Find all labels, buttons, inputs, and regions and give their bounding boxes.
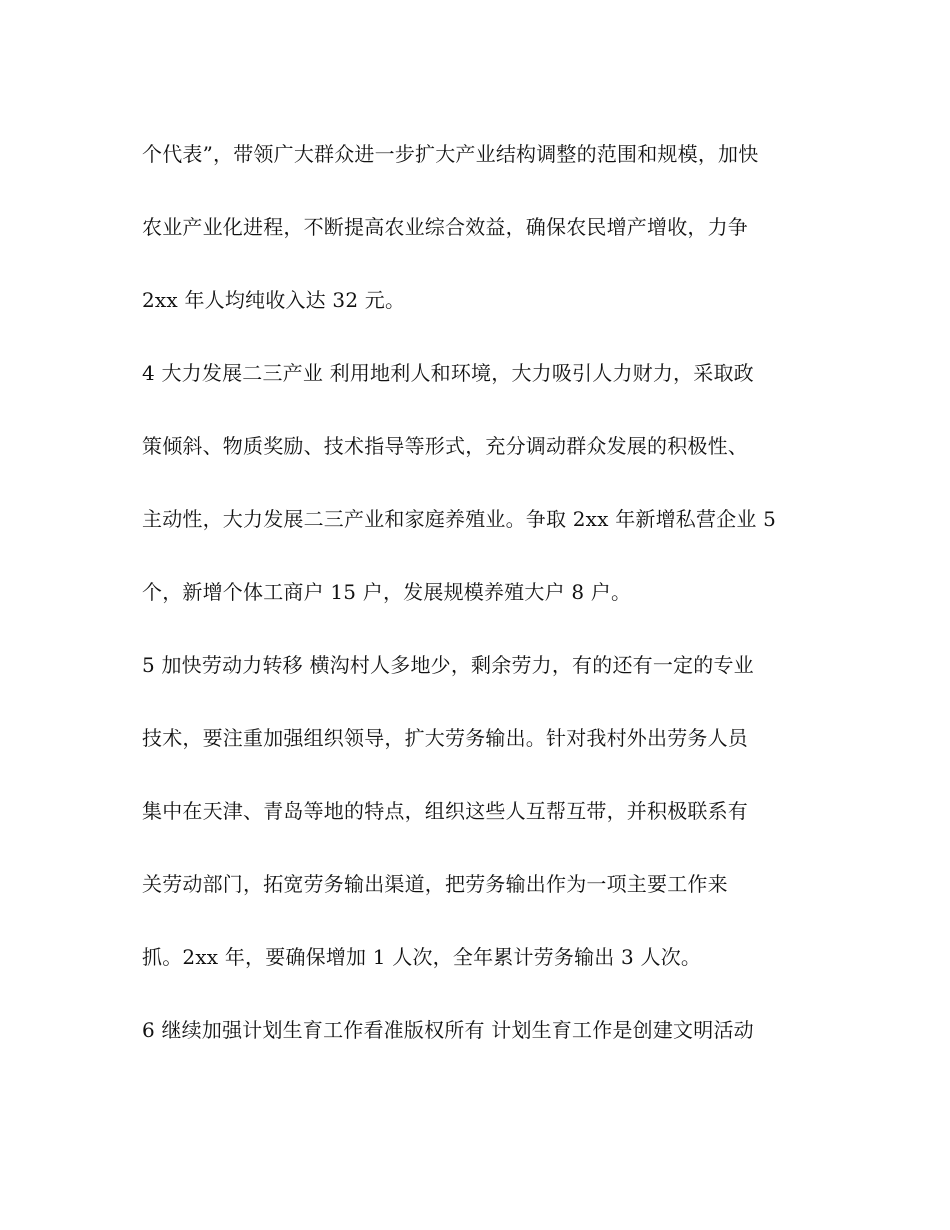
text-line-12: 抓。2xx 年，要确保增加 1 人次，全年累计劳务输出 3 人次。 [142,945,702,969]
text-line-10: 集中在天津、青岛等地的特点，组织这些人互帮互带，并积极联系有 [142,799,748,823]
text-line-4: 4 大力发展二三产业 利用地利人和环境，大力吸引人力财力，采取政 [142,361,754,385]
text-line-11: 关劳动部门，拓宽劳务输出渠道，把劳务输出作为一项主要工作来 [142,872,728,896]
text-line-5: 策倾斜、物质奖励、技术指导等形式，充分调动群众发展的积极性、 [142,434,748,458]
text-line-9: 技术，要注重加强组织领导，扩大劳务输出。针对我村外出劳务人员 [142,726,748,750]
text-line-13: 6 继续加强计划生育工作看准版权所有 计划生育工作是创建文明活动 [142,1018,754,1042]
text-line-8: 5 加快劳动力转移 横沟村人多地少，剩余劳力，有的还有一定的专业 [142,653,754,677]
text-line-7: 个，新增个体工商户 15 户，发展规模养殖大户 8 户。 [142,580,632,604]
text-line-1: 个代表”，带领广大群众进一步扩大产业结构调整的范围和规模，加快 [142,142,759,166]
text-line-3: 2xx 年人均纯收入达 32 元。 [142,288,406,312]
document-body [142,134,822,1083]
text-line-2: 农业产业化进程，不断提高农业综合效益，确保农民增产增收，力争 [142,215,748,239]
text-line-6: 主动性，大力发展二三产业和家庭养殖业。争取 2xx 年新增私营企业 5 [142,507,777,531]
